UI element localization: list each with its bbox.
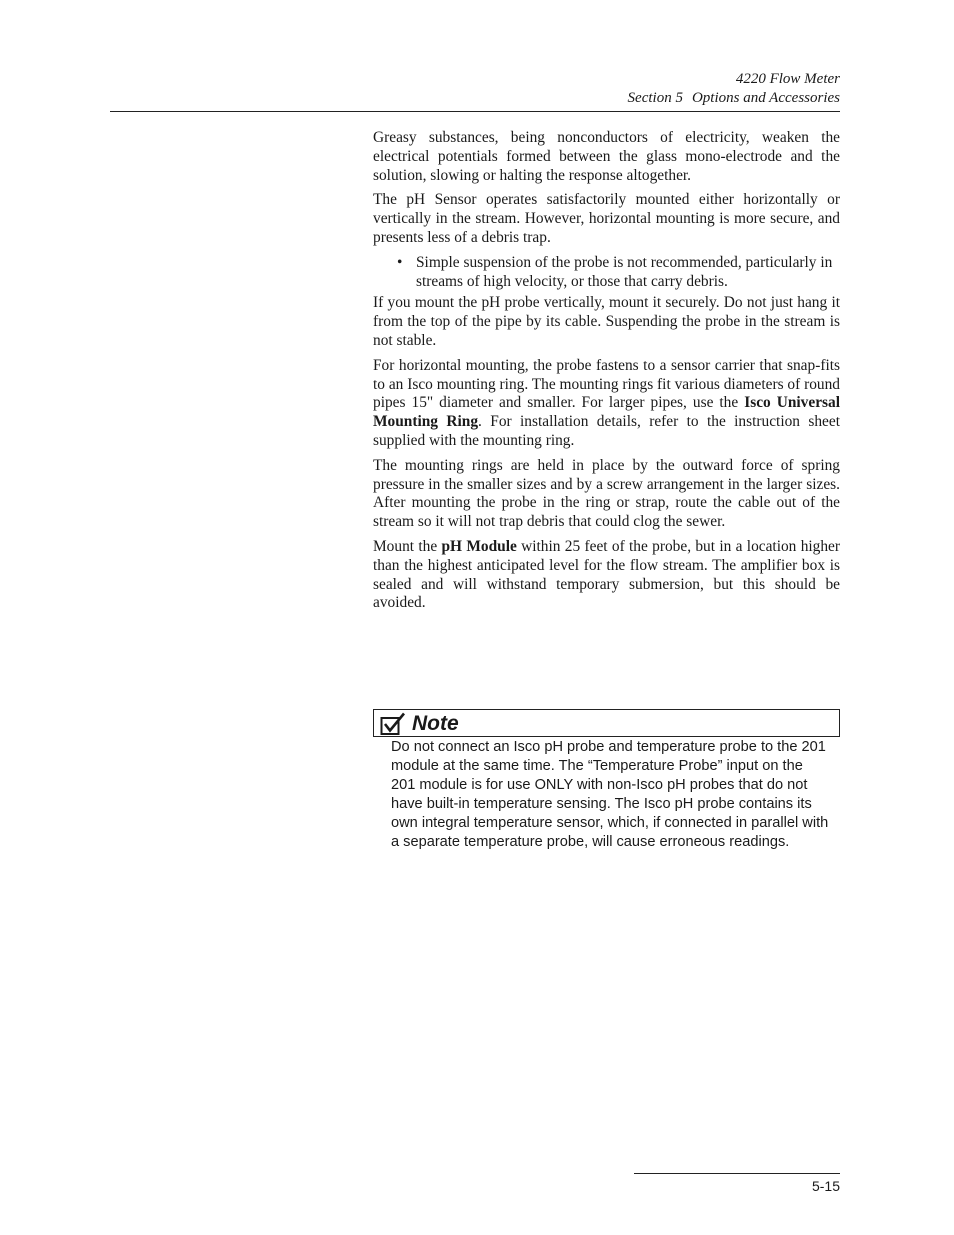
note-title: Note (412, 712, 459, 735)
paragraph-horizontal-mounting: For horizontal mounting, the probe fastens to a sensor carrier that snap-fits to an Isco mounting ring. The mounting rings fit various diameters of round pipes 15" diameter and smaller. For larger pipes, use the Isco Universal Mounting Ring. For installation details, refer to the instruction sheet supplied with the mounting ring. (373, 356, 840, 449)
note-box (373, 709, 840, 851)
page-header (628, 70, 840, 107)
bold-ph-module: pH Module (441, 537, 517, 555)
main-content (373, 129, 840, 619)
footer-divider (634, 1173, 840, 1174)
page-number: 5-15 (811, 1178, 840, 1194)
bullet-dot-icon: • (397, 253, 403, 271)
header-divider (110, 111, 840, 112)
header-section (628, 89, 840, 108)
bullet-list (373, 254, 840, 292)
paragraph-vertical-mounting: If you mount the pH probe vertically, mount it securely. Do not just hang it from the top of the pipe by its cable. Suspending the probe in the stream is not stable. (373, 294, 840, 349)
paragraph-greasy-substances: Greasy substances, being nonconductors of electricity, weaken the electrical potentials formed between the glass mono-electrode and the solution, slowing or halting the response altogether. (373, 129, 840, 184)
bold-universal-mounting-ring: Isco Universal Mounting Ring (373, 394, 840, 431)
list-item (397, 253, 840, 292)
paragraph-sensor-mounting: The pH Sensor operates satisfactorily mounted either horizontally or vertically in the stream. However, horizontal mounting is more secure, and presents less of a debris trap. (373, 191, 840, 246)
paragraph-mounting-rings: The mounting rings are held in place by the outward force of spring pressure in the smaller sizes and by a screw arrangement in the larger sizes. After mounting the probe in the ring or strap, route the cable out of the stream so it will not trap debris that could clog the sewer. (373, 456, 840, 531)
checkbox-check-icon (380, 712, 408, 736)
bullet-text: Simple suspension of the probe is not recommended, particularly in streams of high velocity, or those that carry debris. (416, 253, 833, 290)
note-header (373, 709, 840, 737)
note-text: Do not connect an Isco pH probe and temperature probe to the 201 module at the same time. The “Temperature Probe” input on the 201 module is for use ONLY with non-Isco pH probes that do not have built-in temperature sensing. The Isco pH probe contains its own integral temperature sensor, which, if connected in parallel with a separate temperature probe, will cause erroneous readings. (391, 739, 829, 850)
header-section-title: Options and Accessories (691, 89, 840, 106)
header-product: 4220 Flow Meter (735, 71, 840, 87)
header-section-number: Section 5 (627, 89, 683, 106)
paragraph-ph-module: Mount the pH Module within 25 feet of the probe, but in a location higher than the highest anticipated level for the flow stream. The amplifier box is sealed and will withstand temporary submersion, but this should be avoided. (373, 537, 841, 612)
